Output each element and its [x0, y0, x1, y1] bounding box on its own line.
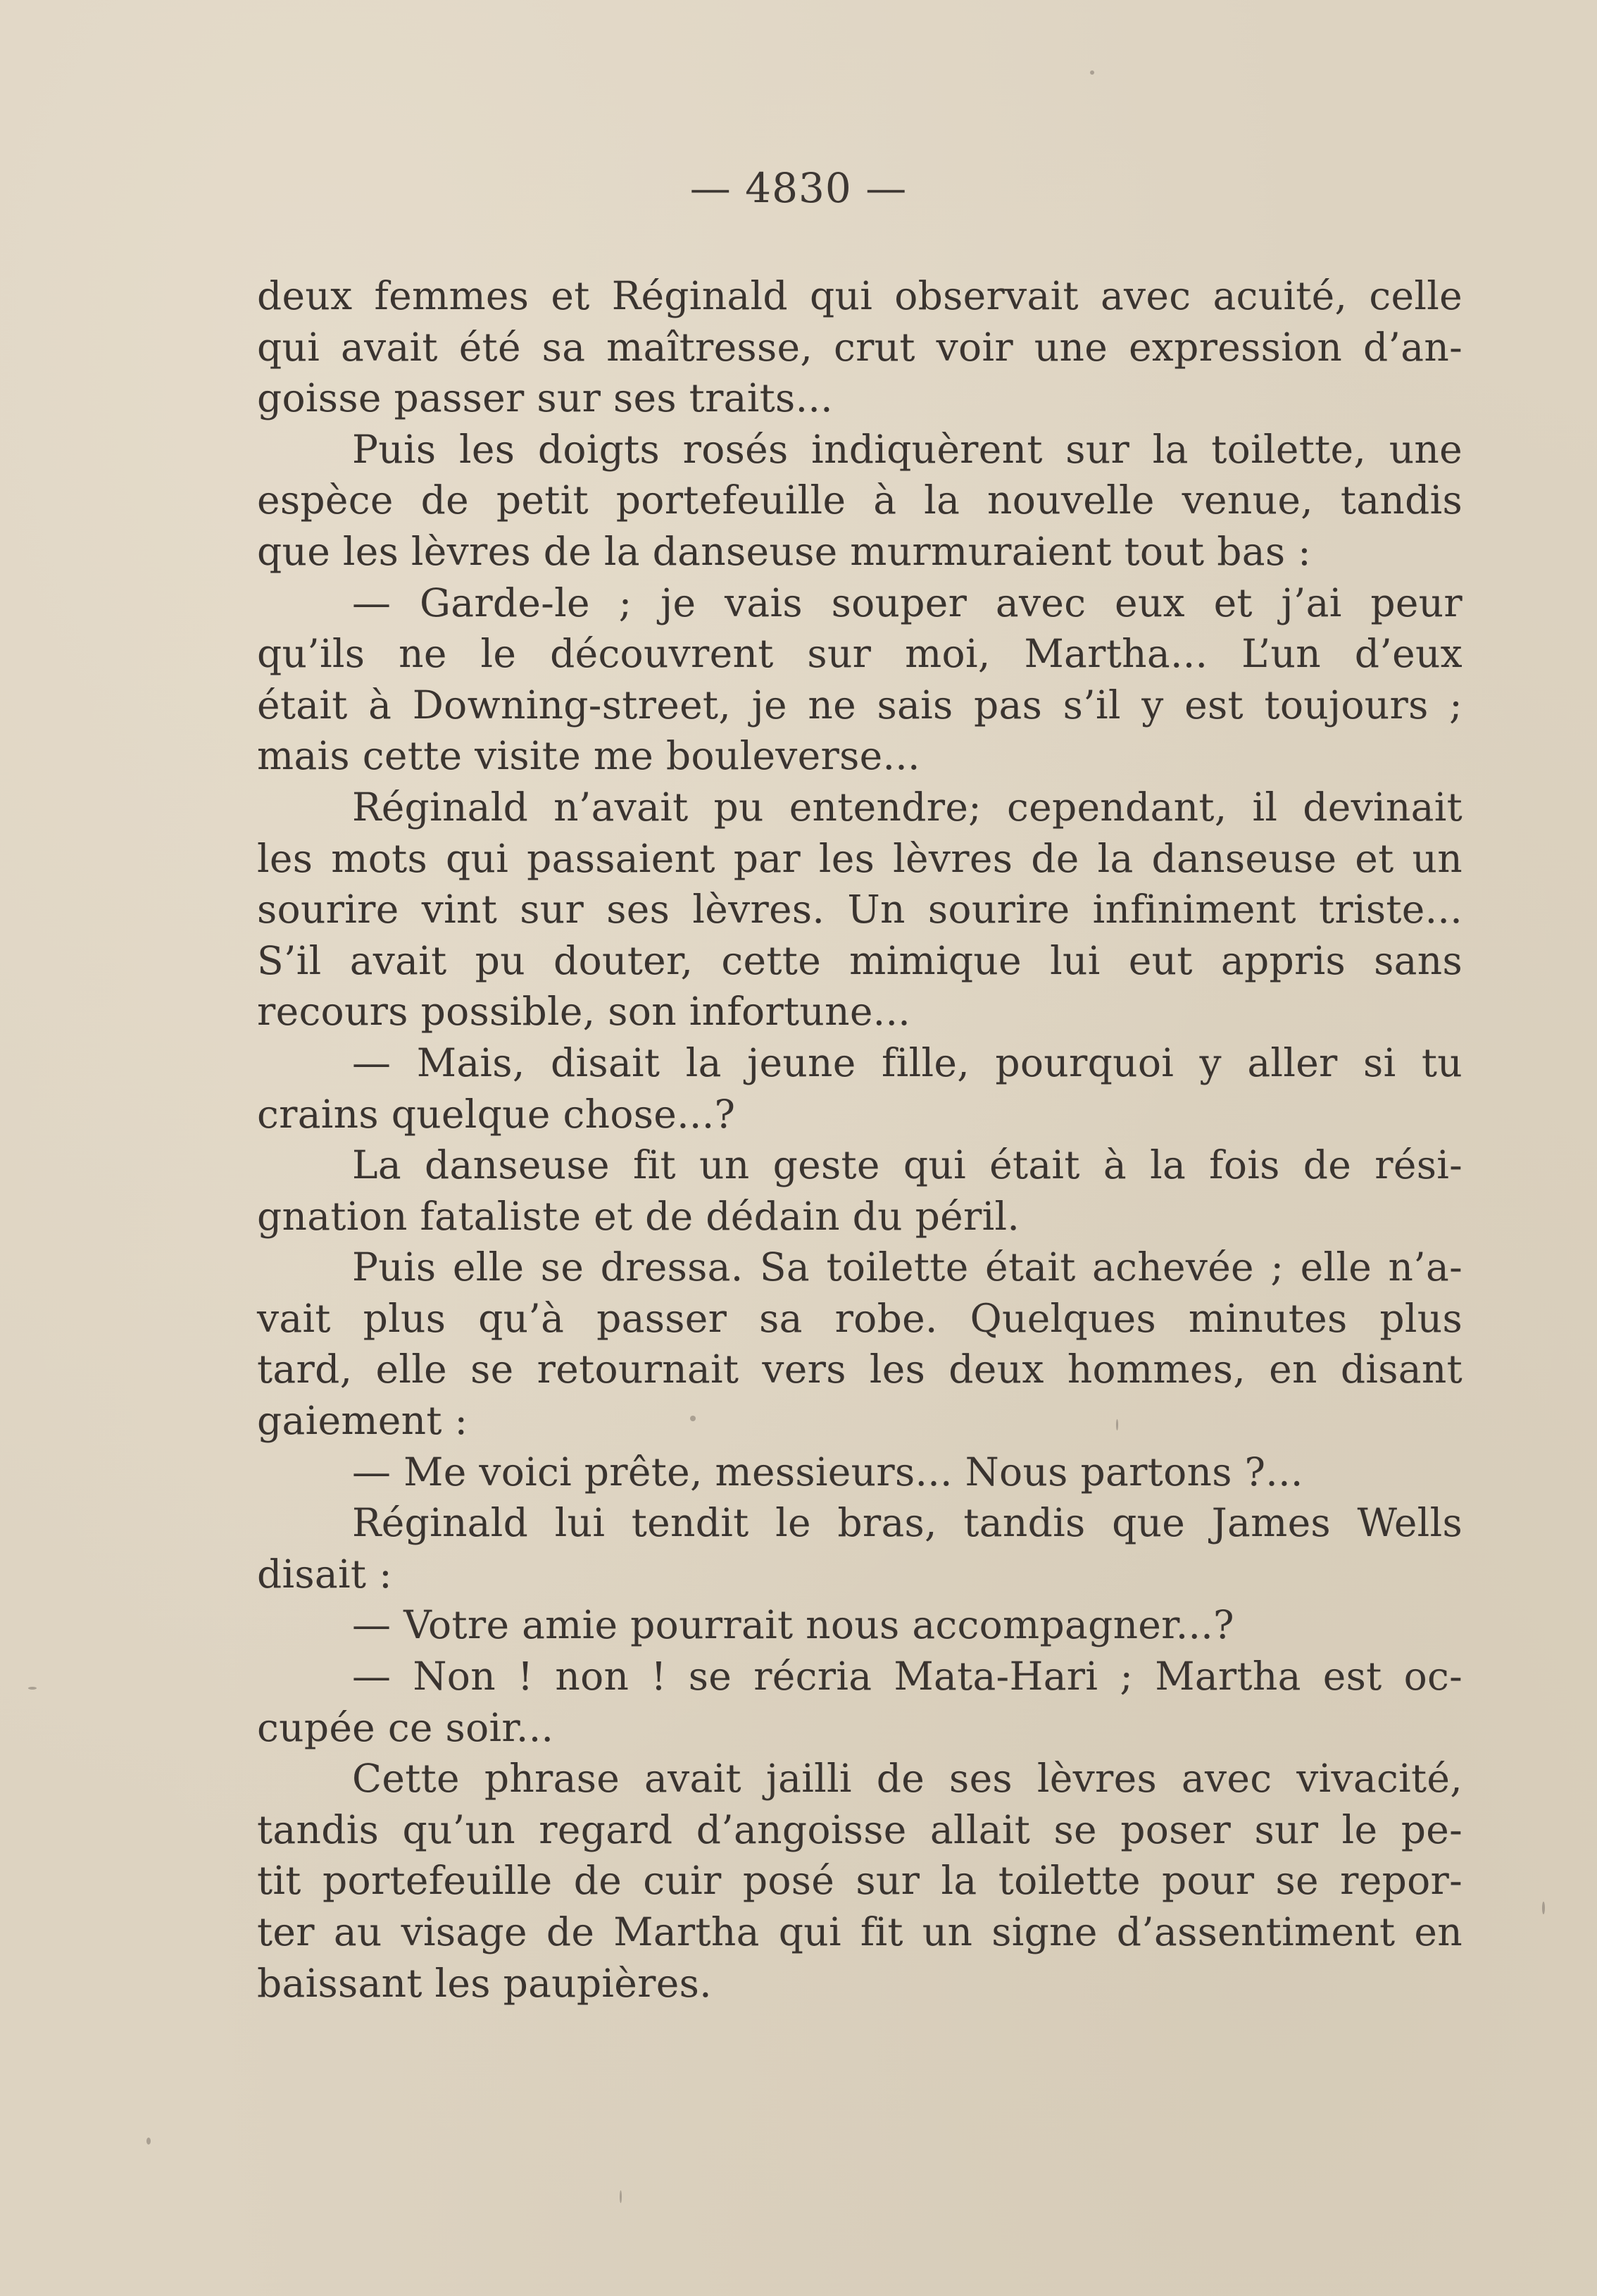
text-line: ter au visage de Martha qui fit un signe d’assentiment en	[257, 1909, 1463, 1954]
text-line: qui avait été sa maîtresse, crut voir une expression d’an-	[257, 324, 1463, 370]
text-line: gaiement :	[257, 1398, 468, 1444]
paper-speck	[1116, 1419, 1118, 1430]
text-line: disait :	[257, 1551, 392, 1597]
text-line: crains quelque chose...?	[257, 1091, 736, 1137]
text-line: — Garde-le ; je vais souper avec eux et j’ai peur	[352, 580, 1463, 625]
paper-speck	[146, 2138, 151, 2145]
text-line: tandis qu’un regard d’angoisse allait se poser sur le pe-	[257, 1807, 1463, 1852]
text-line: qu’ils ne le découvrent sur moi, Martha... L’un d’eux	[257, 631, 1463, 677]
text-line: — Votre amie pourrait nous accompagner...?	[352, 1602, 1234, 1648]
page-number: — 4830 —	[689, 164, 908, 212]
text-line: Réginald n’avait pu entendre; cependant, il devinait	[352, 784, 1463, 830]
text-line: recours possible, son infortune...	[257, 989, 911, 1035]
text-line: S’il avait pu douter, cette mimique lui eut appris sans	[257, 937, 1463, 983]
text-line: La danseuse fit un geste qui était à la fois de rési-	[352, 1142, 1463, 1188]
body-text	[257, 270, 1463, 2009]
text-line: mais cette visite me bouleverse...	[257, 733, 920, 779]
paper-speck	[1090, 70, 1094, 75]
text-line: tard, elle se retournait vers les deux hommes, en disant	[257, 1347, 1463, 1392]
text-line: Puis les doigts rosés indiquèrent sur la toilette, une	[352, 426, 1463, 472]
text-line: Réginald lui tendit le bras, tandis que James Wells	[352, 1500, 1463, 1546]
text-line: espèce de petit portefeuille à la nouvelle venue, tandis	[257, 478, 1463, 523]
text-line: baissant les paupières.	[257, 1960, 712, 2006]
text-line: que les lèvres de la danseuse murmuraient tout bas :	[257, 528, 1311, 574]
paper-speck	[620, 2190, 622, 2203]
text-line: était à Downing-street, je ne sais pas s’il y est toujours ;	[257, 682, 1463, 728]
text-line: — Me voici prête, messieurs... Nous partons ?...	[352, 1449, 1303, 1495]
text-line: deux femmes et Réginald qui observait avec acuité, celle	[257, 273, 1463, 318]
text-line: Puis elle se dressa. Sa toilette était achevée ; elle n’a-	[352, 1244, 1463, 1290]
paper-speck	[1542, 1902, 1545, 1914]
text-line: cupée ce soir...	[257, 1704, 554, 1750]
text-line: les mots qui passaient par les lèvres de la danseuse et un	[257, 835, 1463, 881]
text-line: — Mais, disait la jeune fille, pourquoi y aller si tu	[352, 1040, 1463, 1085]
text-line: Cette phrase avait jailli de ses lèvres avec vivacité,	[352, 1756, 1463, 1802]
paper-speck	[690, 1416, 696, 1421]
text-line: vait plus qu’à passer sa robe. Quelques minutes plus	[257, 1295, 1463, 1341]
text-line: — Non ! non ! se récria Mata-Hari ; Martha est oc-	[352, 1654, 1463, 1699]
text-line: gnation fataliste et de dédain du péril.	[257, 1193, 1020, 1239]
paper-speck	[28, 1687, 37, 1690]
text-line: goisse passer sur ses traits...	[257, 375, 833, 421]
text-line: sourire vint sur ses lèvres. Un sourire infiniment triste...	[257, 887, 1463, 932]
text-line: tit portefeuille de cuir posé sur la toilette pour se repor-	[257, 1858, 1463, 1904]
